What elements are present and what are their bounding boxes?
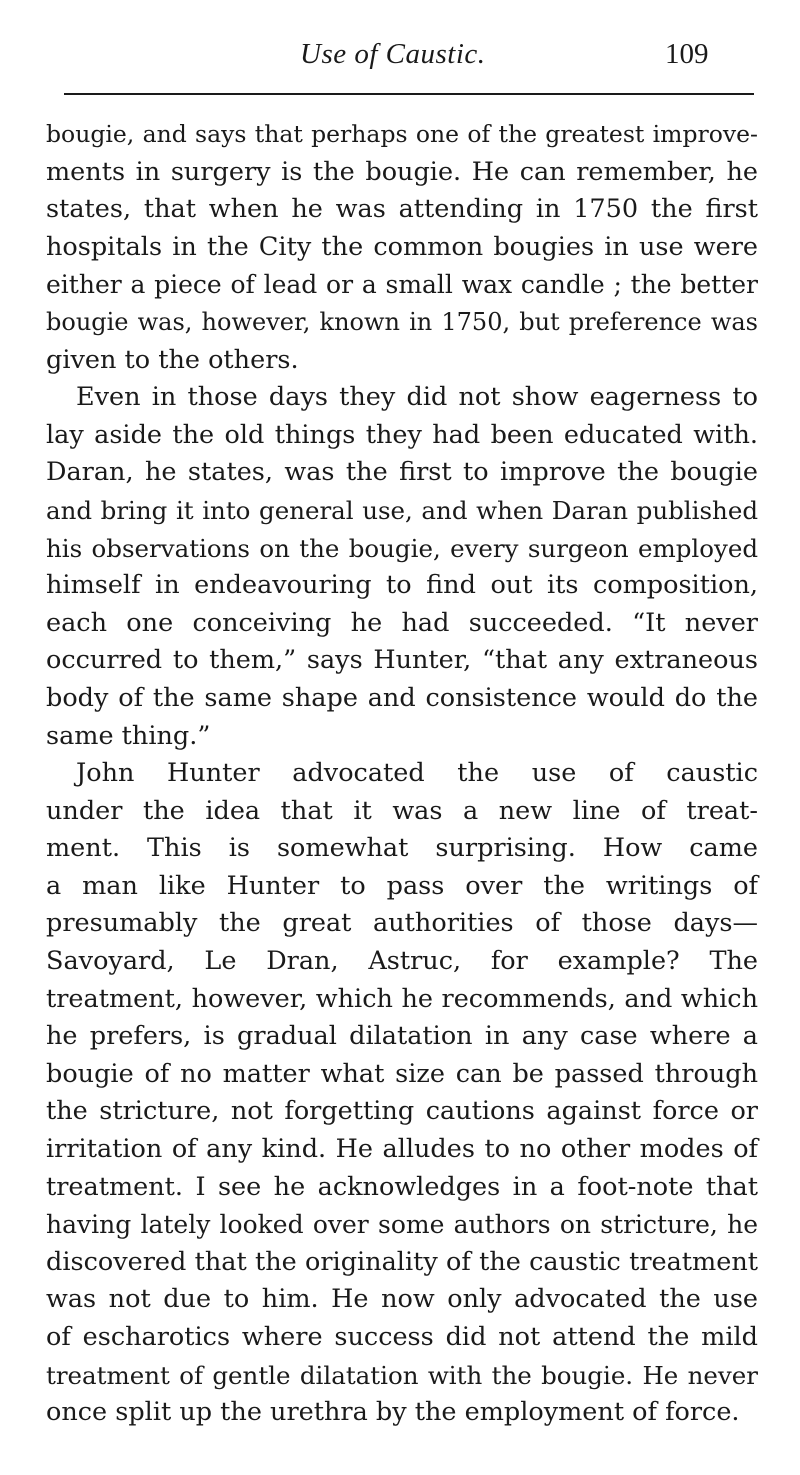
body-text xyxy=(46,116,758,1432)
text-line: bougie of no matter what size can be passed through xyxy=(46,1058,758,1089)
text-line: a man like Hunter to pass over the writings of xyxy=(46,870,758,901)
text-line: each one conceiving he had succeeded. “It never xyxy=(46,607,758,638)
text-line: and bring it into general use, and when Daran published xyxy=(46,495,758,525)
text-line: either a piece of lead or a small wax candle ; the better xyxy=(46,270,758,300)
running-title: Use of Caustic. xyxy=(300,38,486,70)
text-line: he prefers, is gradual dilatation in any case where a xyxy=(46,1021,758,1052)
header-rule xyxy=(64,93,754,95)
text-line: treatment, however, which he recommends, and which xyxy=(46,983,758,1014)
paragraph-first-line: Even in those days they did not show eagerness to xyxy=(76,382,758,413)
running-head xyxy=(0,32,800,72)
text-line: Daran, he states, was the first to improve the bougie xyxy=(46,457,758,488)
text-line: once split up the urethra by the employment of force. xyxy=(46,1397,740,1428)
text-line: presumably the great authorities of those days— xyxy=(46,908,758,939)
text-line: states, that when he was attending in 1750 the first xyxy=(46,194,758,225)
text-line: bougie was, however, known in 1750, but preference was xyxy=(46,307,758,336)
text-line: under the idea that it was a new line of treat- xyxy=(46,795,758,826)
text-line: bougie, and says that perhaps one of the greatest improve- xyxy=(46,120,758,148)
text-line: body of the same shape and consistence would do the xyxy=(46,682,758,713)
text-line: ment. This is somewhat surprising. How came xyxy=(46,833,758,864)
text-line: having lately looked over some authors on stricture, he xyxy=(46,1210,758,1240)
text-line: the stricture, not forgetting cautions against force or xyxy=(46,1096,758,1127)
text-line: discovered that the originality of the caustic treatment xyxy=(46,1246,758,1277)
text-line: ments in surgery is the bougie. He can remember, he xyxy=(46,156,758,187)
text-line: Savoyard, Le Dran, Astruc, for example? The xyxy=(46,946,758,977)
text-line: given to the others. xyxy=(46,344,299,375)
page-number: 109 xyxy=(665,38,709,70)
text-line: hospitals in the City the common bougies in use were xyxy=(46,231,758,262)
paragraph-first-line: John Hunter advocated the use of caustic xyxy=(76,758,758,789)
text-line: was not due to him. He now only advocated the use xyxy=(46,1284,758,1315)
text-line: treatment. I see he acknowledges in a foot-note that xyxy=(46,1171,758,1202)
text-line: himself in endeavouring to find out its composition, xyxy=(46,570,758,601)
text-line: irritation of any kind. He alludes to no other modes of xyxy=(46,1134,758,1165)
text-line: same thing.” xyxy=(46,720,211,751)
text-line: occurred to them,” says Hunter, “that any extraneous xyxy=(46,645,758,676)
text-line: lay aside the old things they had been educated with. xyxy=(46,419,758,450)
text-line: treatment of gentle dilatation with the bougie. He never xyxy=(46,1360,758,1390)
text-line: of escharotics where success did not attend the mild xyxy=(46,1322,758,1352)
text-line: his observations on the bougie, every surgeon employed xyxy=(46,533,758,563)
